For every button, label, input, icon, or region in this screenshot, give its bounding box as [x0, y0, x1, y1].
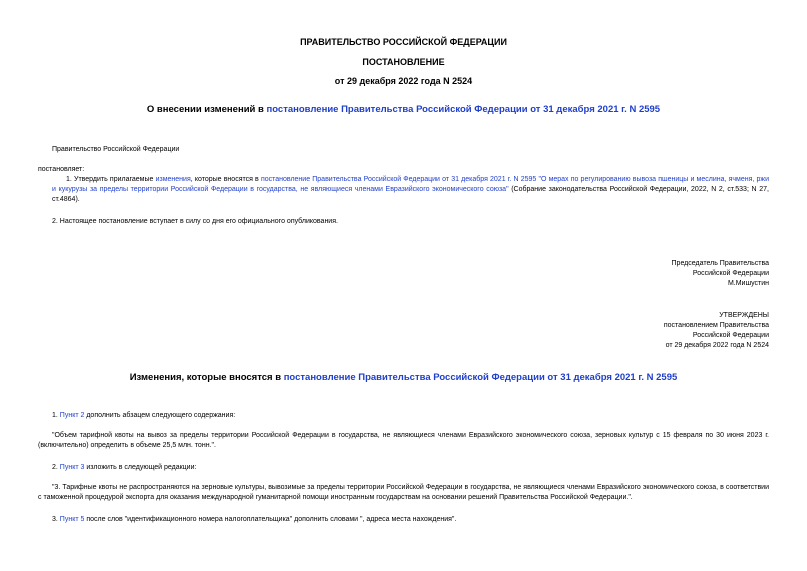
- changes-title: Изменения, которые вносятся в постановление Правительства Российской Федерации от 31 декабря 2021 г. N 2595: [129, 372, 678, 383]
- intro-decrees: постановляет:: [38, 166, 85, 173]
- gov-header: ПРАВИТЕЛЬСТВО РОССИЙСКОЙ ФЕДЕРАЦИИ: [300, 37, 507, 47]
- change-2: 2. Пункт 3 изложить в следующей редакции:: [52, 464, 197, 471]
- link-decree-2595[interactable]: постановление Правительства Российской Федерации от 31 декабря 2021 г. N 2595 "О мерах по регулированию вывоза пшеницы и меслина, ячменя, ржи и кукурузы за пределы территории Российской Федерации в государства, не являющиеся членами Евразийского экономического союза": [52, 176, 769, 193]
- title-link[interactable]: постановление Правительства Российской Федерации от 31 декабря 2021 г. N 2595: [266, 104, 661, 115]
- intro-government: Правительство Российской Федерации: [52, 146, 180, 153]
- doc-date: от 29 декабря 2022 года N 2524: [334, 76, 473, 86]
- approved-block: УТВЕРЖДЕНЫ постановлением Правительства Российской Федерации от 29 декабря 2022 года N 2524: [663, 312, 769, 349]
- quote-2: "3. Тарифные квоты не распространяются на зерновые культуры, вывозимые за пределы территории Российской Федерации в государства, не являющиеся членами Евразийского экономического союза, в соответствии с таможенной процедурой экспорта для оказания международной гуманитарной помощи иностранным государствам на основании решений Правительства Российской Федерации.".: [38, 484, 769, 501]
- document-title: [0, 104, 807, 115]
- link-changes[interactable]: изменения: [155, 176, 191, 183]
- paragraph-2: 2. Настоящее постановление вступает в силу со дня его официального опубликования.: [52, 218, 338, 225]
- changes-title-link[interactable]: постановление Правительства Российской Федерации от 31 декабря 2021 г. N 2595: [283, 372, 678, 383]
- link-point-2[interactable]: Пункт 2: [59, 412, 85, 419]
- signature-block: Председатель Правительства Российской Федерации М.Мишустин: [671, 260, 769, 287]
- paragraph-1: 1. Утвердить прилагаемые изменения, которые вносятся в постановление Правительства Российской Федерации от 31 декабря 2021 г. N 2595 "О мерах по регулированию вывоза пшеницы и меслина, ячменя, ржи и кукурузы за пределы территории Российской Федерации в государства, не являющиеся членами Евразийского экономического союза" (Собрание законодательства Российской Федерации, 2022, N 2, ст.533; N 27, ст.4864).: [52, 176, 769, 203]
- doc-type: ПОСТАНОВЛЕНИЕ: [362, 57, 445, 67]
- link-point-3[interactable]: Пункт 3: [59, 464, 85, 471]
- change-3: 3. Пункт 5 после слов "идентификационного номера налогоплательщика" дополнить словами ", адреса места нахождения".: [52, 516, 457, 523]
- change-1: 1. Пункт 2 дополнить абзацем следующего содержания:: [52, 412, 236, 419]
- quote-1: "Объем тарифной квоты на вывоз за пределы территории Российской Федерации в государства, не являющиеся членами Евразийского экономического союза, зерновых культур с 15 февраля по 30 июня 2023 г. (включительно) определить в объеме 25,5 млн. тонн.".: [38, 432, 769, 449]
- link-point-5[interactable]: Пункт 5: [59, 516, 85, 523]
- title-prefix: О внесении изменений в: [146, 104, 267, 115]
